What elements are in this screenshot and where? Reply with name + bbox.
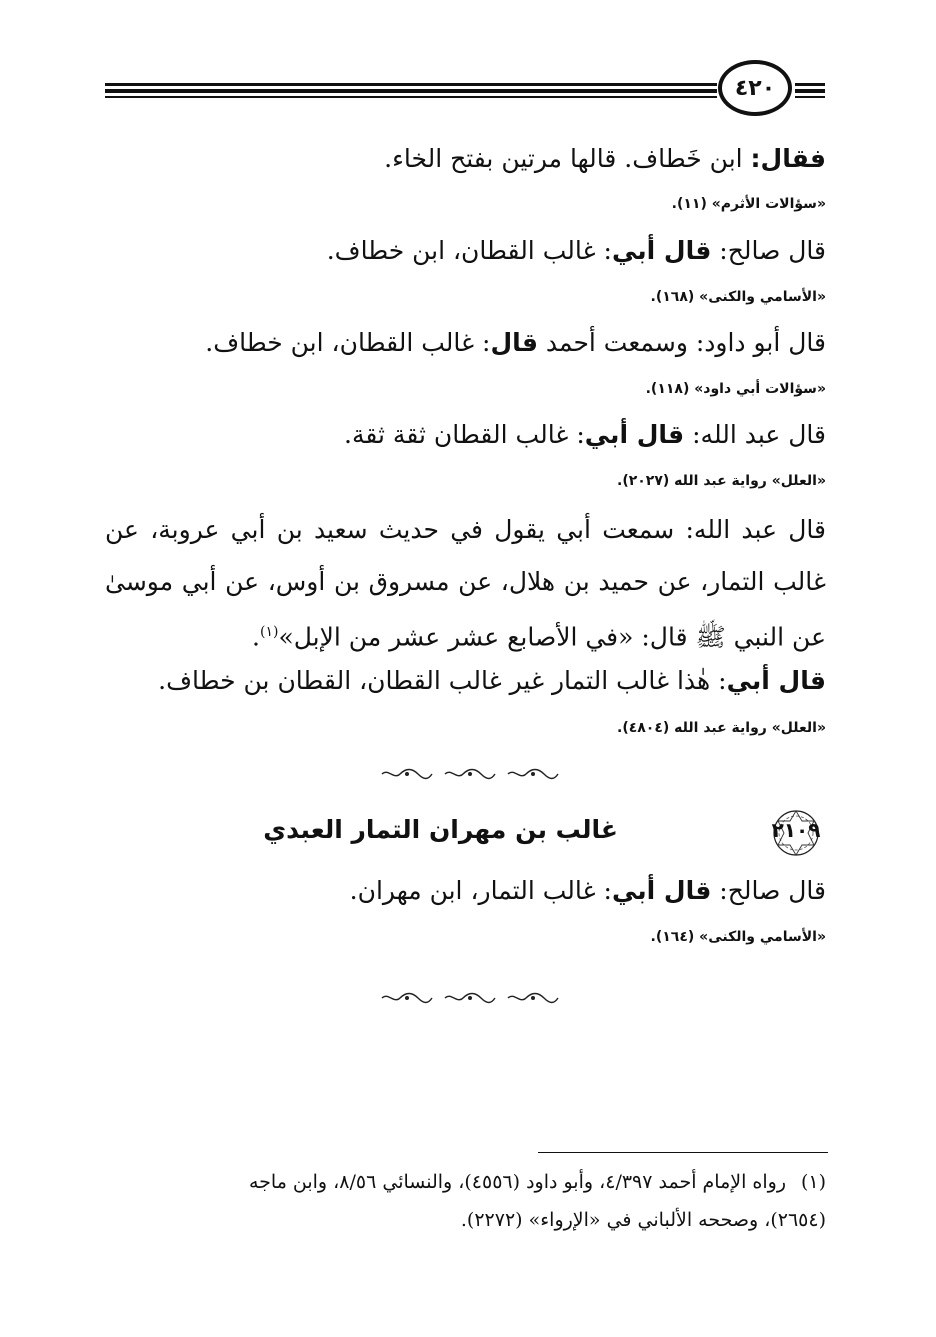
source-citation: «سؤالات الأثرم» (١١). [671,196,826,212]
footnote-text: رواه الإمام أحمد ٤/٣٩٧، وأبو داود (٤٥٥٦)، والنسائي ٨/٥٦، وابن ماجه [248,1171,786,1193]
text-fragment: قال أبو داود: وسمعت أحمد [537,328,826,357]
text-line [384,142,826,176]
text-line [158,664,826,698]
bold-phrase: فقال: [750,144,826,173]
ornament-separator [380,990,560,1006]
source-citation: «العلل» رواية عبد الله (٢٠٢٧). [617,473,826,489]
bold-phrase: قال أبي [726,666,826,695]
ornament-icon [506,768,560,780]
text-fragment: . [252,622,260,652]
text-fragment: ابن خَطاف. قالها مرتين بفتح الخاء. [384,144,751,173]
ornament-icon [380,992,434,1004]
text-line: غالب التمار، عن حميد بن هلال، عن مسروق بن أوس، عن أبي موسىٰ [105,567,826,596]
bold-phrase: قال أبي [611,876,712,905]
header-rule [105,96,717,98]
text-fragment: قال صالح: [711,876,826,905]
source-citation: «سؤالات أبي داود» (١١٨). [645,381,826,397]
entry-title: غالب بن مهران التمار العبدي [263,815,618,844]
ornament-icon [506,992,560,1004]
ornament-icon [443,768,497,780]
entry-number: ٢١٠٩ [771,818,821,842]
header-rule [105,83,717,86]
text-line [252,615,826,654]
text-fragment: : غالب القطان ثقة ثقة. [344,420,585,449]
page-number: ٤٢٠ [718,60,792,116]
text-fragment: قال صالح: [711,236,826,265]
footnote-text: (٢٦٥٤)، وصححه الألباني في «الإرواء» (٢٢٧٢). [460,1209,826,1231]
footnote-marker: (١) [800,1171,826,1193]
header-rule-tail [795,83,825,86]
text-line [344,418,826,452]
ornament-icon [380,768,434,780]
text-line [350,874,826,908]
ornament-icon [443,992,497,1004]
text-line [205,326,826,360]
bold-phrase: قال أبي [584,420,685,449]
source-citation: «الأسامي والكنى» (١٦٤). [650,929,826,945]
source-citation: «العلل» رواية عبد الله (٤٨٠٤). [617,720,826,736]
text-fragment: : غالب القطان، ابن خطاف. [326,236,612,265]
text-fragment: : غالب القطان، ابن خطاف. [205,328,491,357]
text-fragment: عن النبي ﷺ قال: «في الأصابع عشر عشر من الإبل» [278,622,826,652]
text-fragment: : هٰذا غالب التمار غير غالب القطان، القطان بن خطاف. [158,666,727,695]
bold-phrase: قال [490,328,538,357]
text-line: قال عبد الله: سمعت أبي يقول في حديث سعيد بن أبي عروبة، عن [105,515,826,544]
ornament-separator [380,766,560,782]
header-rule-tail [795,89,825,93]
text-fragment: قال عبد الله: [684,420,826,449]
footnote-reference[interactable]: (١) [259,624,279,640]
text-fragment: : غالب التمار، ابن مهران. [349,876,612,905]
text-line [327,234,826,268]
header-rule-tail [795,96,825,98]
source-citation: «الأسامي والكنى» (١٦٨). [650,289,826,305]
footnote-rule [538,1152,828,1153]
bold-phrase: قال أبي [611,236,712,265]
header-rule [105,89,717,93]
